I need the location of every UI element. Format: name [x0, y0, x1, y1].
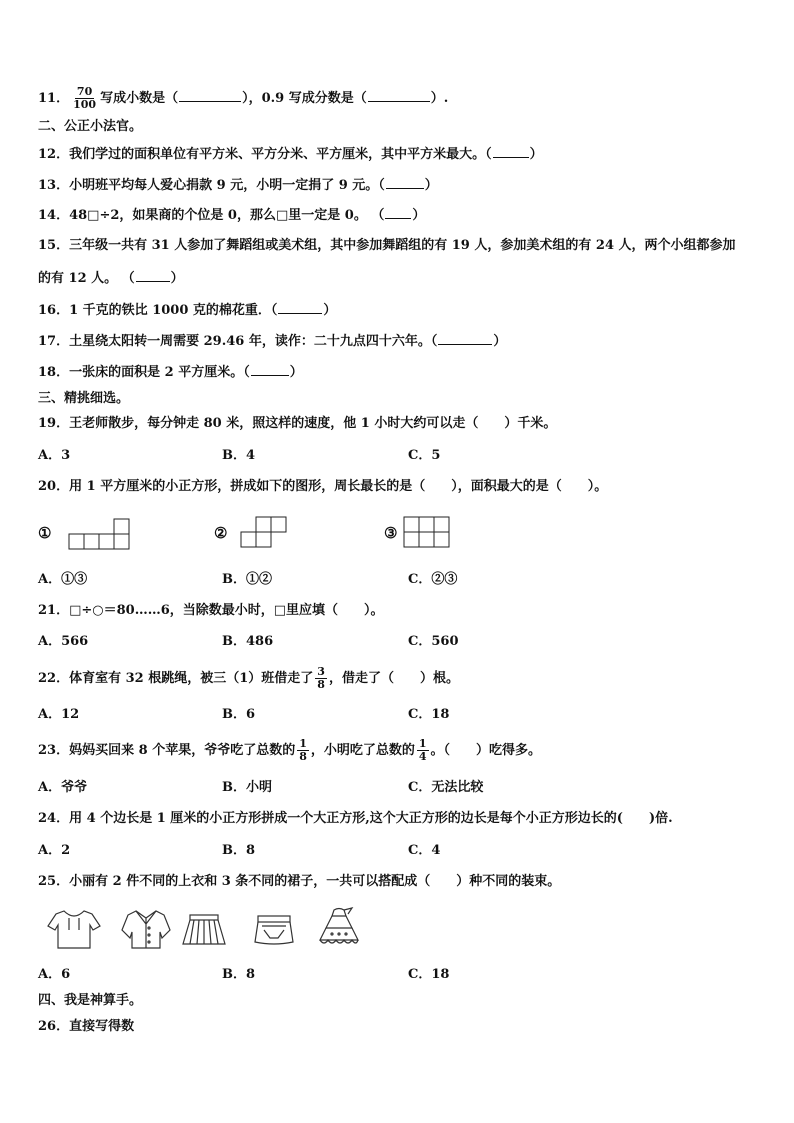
option-c[interactable]: C．560 [408, 634, 459, 649]
answer-blank[interactable] [136, 269, 170, 282]
question-22: 22．体育室有 32 根跳绳，被三（1）班借走了 $\frac{3}{8}$ ，借走了（ ）根。 [38, 665, 459, 691]
question-21: 21．□÷○＝80……6，当除数最小时，□里应填（ ）。 [38, 603, 384, 618]
option-b[interactable]: B．486 [222, 634, 274, 649]
question-13: 13．小明班平均每人爱心捐款 9 元，小明一定捐了 9 元。（ ） [38, 178, 438, 193]
answer-blank[interactable] [493, 145, 529, 158]
fraction-70-100: $\frac{70}{100}$ [73, 85, 97, 111]
question-18: 18．一张床的面积是 2 平方厘米。（ ） [38, 365, 303, 380]
option-a[interactable]: A．566 [38, 634, 89, 649]
question-20: 20．用 1 平方厘米的小正方形，拼成如下的图形，周长最长的是（ ），面积最大的是（ ）。 [38, 479, 608, 494]
question-12: 12．我们学过的面积单位有平方米、平方分米、平方厘米，其中平方米最大。（ ） [38, 147, 543, 162]
question-15-line1: 15．三年级一共有 31 人参加了舞蹈组或美术组，其中参加舞蹈组的有 19 人，参加美术组的有 24 人，两个小组都参加 [38, 238, 736, 253]
option-b[interactable]: B．小明 [222, 780, 272, 795]
shirt-2-illustration [120, 908, 172, 950]
figure-1-shape [68, 517, 132, 551]
figure-3-marker: ③ [384, 524, 398, 542]
figure-1-marker: ① [38, 524, 52, 542]
question-26: 26．直接写得数 [38, 1019, 135, 1034]
figure-3-shape [403, 515, 451, 549]
option-b[interactable]: B．①② [222, 572, 272, 587]
option-b[interactable]: B．6 [222, 707, 256, 722]
answer-blank[interactable] [251, 363, 289, 376]
skirt-2-illustration [250, 912, 298, 948]
question-16: 16．1 千克的铁比 1000 克的棉花重．（ ） [38, 303, 337, 318]
fraction-3-8: $\frac{3}{8}$ [317, 665, 325, 691]
answer-blank[interactable] [386, 176, 424, 189]
option-c[interactable]: C．18 [408, 707, 450, 722]
option-c[interactable]: C．18 [408, 967, 450, 982]
option-c[interactable]: C．无法比较 [408, 780, 484, 795]
skirt-3-illustration [314, 906, 364, 950]
question-15-line2: 的有 12 人。 （ ） [38, 271, 184, 286]
option-b[interactable]: B．8 [222, 967, 256, 982]
section-4-heading: 四、我是神算手。 [38, 993, 143, 1008]
fraction-1-4: $\frac{1}{4}$ [418, 737, 427, 763]
figure-2-marker: ② [214, 524, 228, 542]
question-23: 23．妈妈买回来 8 个苹果，爷爷吃了总数的 $\frac{1}{8}$ ，小明吃了总数的 $\frac{1}{4}$ 。（ ）吃得多。 [38, 737, 542, 763]
answer-blank[interactable] [278, 301, 322, 314]
question-11: 11． $\frac{70}{100}$ 写成小数是（ ），0.9 写成分数是（ ）. [38, 85, 449, 111]
option-c[interactable]: C．②③ [408, 572, 458, 587]
option-a[interactable]: A．2 [38, 843, 71, 858]
skirt-1-illustration [180, 912, 228, 948]
question-19: 19．王老师散步，每分钟走 80 米，照这样的速度，他 1 小时大约可以走（ ）千米。 [38, 416, 557, 431]
option-a[interactable]: A．12 [38, 707, 80, 722]
option-a[interactable]: A．3 [38, 448, 71, 463]
fraction-1-8: $\frac{1}{8}$ [299, 737, 307, 763]
shirt-1-illustration [46, 908, 102, 950]
option-c[interactable]: C．5 [408, 448, 441, 463]
answer-blank[interactable] [385, 206, 411, 219]
option-a[interactable]: A．爷爷 [38, 780, 88, 795]
option-a[interactable]: A．6 [38, 967, 71, 982]
section-3-heading: 三、精挑细选。 [38, 391, 130, 406]
option-b[interactable]: B．4 [222, 448, 256, 463]
option-a[interactable]: A．①③ [38, 572, 88, 587]
answer-blank[interactable] [368, 89, 430, 102]
question-24: 24．用 4 个边长是 1 厘米的小正方形拼成一个大正方形,这个大正方形的边长是每个小正方形边长的( )倍. [38, 811, 673, 826]
question-14: 14．48□÷2，如果商的个位是 0，那么□里一定是 0。 （ ） [38, 208, 426, 223]
figure-2-shape [240, 515, 290, 549]
option-b[interactable]: B．8 [222, 843, 256, 858]
question-17: 17．土星绕太阳转一周需要 29.46 年，读作：二十九点四十六年。（ ） [38, 334, 507, 349]
answer-blank[interactable] [179, 89, 241, 102]
section-2-heading: 二、公正小法官。 [38, 119, 143, 134]
question-25: 25．小丽有 2 件不同的上衣和 3 条不同的裙子，一共可以搭配成（ ）种不同的装束。 [38, 874, 561, 889]
option-c[interactable]: C．4 [408, 843, 441, 858]
question-number: 11． [38, 91, 70, 106]
answer-blank[interactable] [438, 332, 492, 345]
